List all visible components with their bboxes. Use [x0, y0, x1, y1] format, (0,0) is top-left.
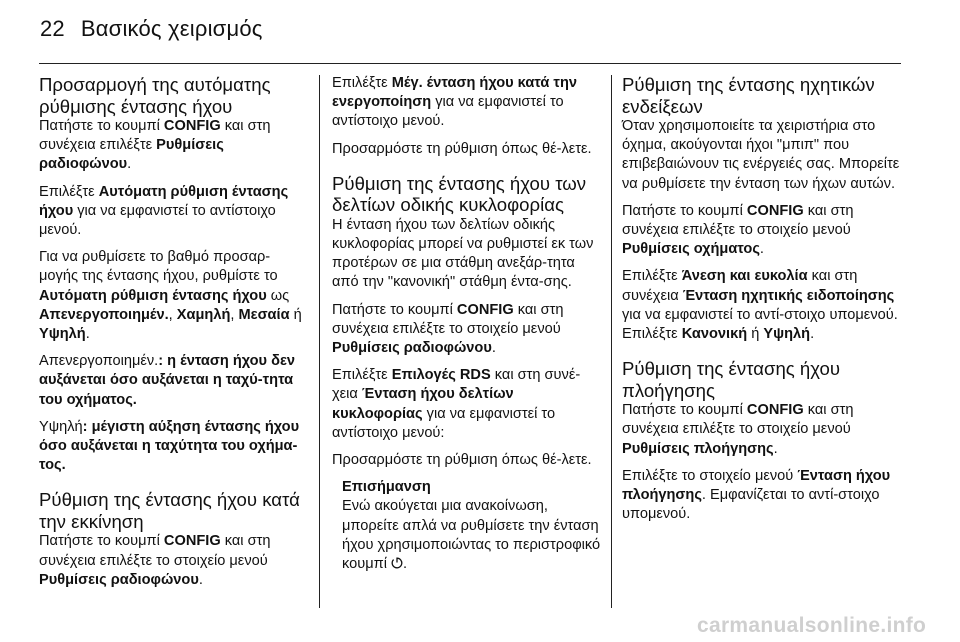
- text-run: και στη συνέχεια επιλέξτε το στοιχείο μενού: [622, 202, 854, 239]
- paragraph: [39, 352, 307, 410]
- menu-term: Ένταση ήχου πλοήγησης: [622, 467, 891, 504]
- paragraph: Προσαρμόστε τη ρύθμιση όπως θέ-λετε.: [332, 452, 592, 469]
- menu-term: Αυτόματη ρύθμιση έντασης ήχου: [39, 287, 267, 304]
- text-run: και στη συνέχεια: [622, 268, 858, 304]
- menu-term: Απενεργοποιημέν.: [39, 306, 169, 323]
- menu-term: Υψηλή: [763, 326, 811, 343]
- menu-term: CONFIG: [746, 202, 804, 219]
- rotary-knob-icon: [391, 557, 403, 569]
- column-divider: [611, 75, 612, 608]
- paragraph: [622, 202, 904, 260]
- menu-term: : μέγιστη αύξηση έντασης ήχου όσο αυξάνεται η ταχύτητα του οχήμα-τος.: [39, 418, 300, 474]
- text-run: . Εμφανίζεται το αντί-στοιχο υπομενού.: [622, 487, 880, 523]
- text-run: Απενεργοποιημέν.: [39, 353, 159, 370]
- paragraph: [332, 366, 603, 443]
- note-title: Επισήμανση: [342, 479, 431, 496]
- menu-term: Χαμηλή: [176, 306, 231, 323]
- menu-term: Ένταση ήχου δελτίων κυκλοφορίας: [332, 386, 514, 422]
- text-run: Πατήστε το κουμπί: [39, 118, 164, 134]
- text-run: ,: [230, 306, 239, 323]
- menu-term: Άνεση και ευκολία: [681, 268, 808, 285]
- text-run: .: [127, 156, 132, 173]
- menu-term: : η ένταση ήχου δεν αυξάνεται όσο αυξάνεται η ταχύ-τητα του οχήματος.: [39, 353, 295, 408]
- menu-term: Ρυθμίσεις ραδιοφώνου: [39, 137, 224, 173]
- menu-term: Αυτόματη ρύθμιση έντασης ήχου: [39, 183, 289, 219]
- column-3: [622, 74, 904, 532]
- text-run: για να εμφανιστεί το αντίστοιχο μενού.: [332, 94, 564, 130]
- paragraph: [39, 248, 307, 344]
- note-box: [332, 478, 603, 574]
- text-run: ή: [747, 326, 764, 343]
- text-run: και στη συνέ-χεια: [332, 367, 581, 403]
- menu-term: CONFIG: [163, 118, 221, 134]
- column-1: [39, 74, 307, 598]
- menu-term: Ρυθμίσεις ραδιοφώνου: [39, 571, 199, 588]
- menu-term: Μεσαία: [238, 306, 290, 323]
- text-run: Πατήστε το κουμπί: [39, 533, 164, 550]
- menu-term: Υψηλή: [39, 326, 86, 343]
- text-run: Επιλέξτε: [332, 75, 392, 91]
- section-heading: Ρύθμιση της έντασης ήχου των δελτίων οδικής κυκλοφορίας: [332, 172, 587, 216]
- text-run: Πατήστε το κουμπί: [622, 202, 747, 219]
- text-run: ,: [168, 306, 177, 323]
- menu-term: Ρυθμίσεις ραδιοφώνου: [332, 340, 492, 357]
- text-run: Για να ρυθμίσετε το βαθμό προσαρ-μογής της έντασης ήχου, ρυθμίστε το: [39, 249, 278, 285]
- text-run: και στη συνέχεια επιλέξτε το στοιχείο μενού: [39, 533, 271, 569]
- paragraph: Όταν χρησιμοποιείτε τα χειριστήρια στο όχημα, ακούγονται ήχοι "μπιπ" που επιβεβαιώνουν τις ενέργειές σας. Μπορείτε να ρυθμίσετε την ένταση των ήχων αυτών.: [622, 118, 900, 192]
- note-period: .: [403, 556, 408, 573]
- menu-term: Επιλογές RDS: [391, 367, 491, 384]
- text-run: και στη συνέχεια επιλέξτε το στοιχείο μενού: [332, 301, 564, 337]
- section-heading: Ρύθμιση της έντασης ήχου κατά την εκκίνηση: [39, 489, 300, 532]
- text-run: Επιλέξτε το στοιχείο μενού: [622, 467, 798, 484]
- paragraph: Η ένταση ήχου των δελτίων οδικής κυκλοφορίας μπορεί να ρυθμιστεί εκ των προτέρων σε μια στάθμη ανεξάρ-τητα από την "κανονική" στάθμη έντα-σης.: [332, 216, 594, 291]
- column-2: [332, 74, 603, 574]
- paragraph: [622, 267, 904, 344]
- text-run: Επιλέξτε: [332, 367, 392, 384]
- menu-term: CONFIG: [163, 533, 221, 550]
- text-run: .: [85, 326, 90, 343]
- menu-term: Ένταση ηχητικής ειδοποίησης: [682, 287, 895, 304]
- text-run: για να εμφανιστεί το αντίστοιχο μενού.: [39, 202, 276, 239]
- text-run: ως: [266, 287, 290, 304]
- paragraph: [622, 467, 904, 525]
- paragraph: Προσαρμόστε τη ρύθμιση όπως θέ-λετε.: [332, 140, 592, 157]
- paragraph: [622, 401, 904, 459]
- menu-term: Μέγ. ένταση ήχου κατά την ενεργοποίηση: [332, 75, 577, 111]
- menu-term: CONFIG: [746, 402, 804, 419]
- column-divider: [319, 75, 320, 608]
- text-run: .: [759, 241, 764, 258]
- text-run: Πατήστε το κουμπί: [332, 301, 457, 318]
- text-run: .: [773, 440, 778, 457]
- page-header: [40, 14, 263, 44]
- section-heading: Ρύθμιση της έντασης ηχητικών ενδείξεων: [622, 74, 875, 117]
- menu-term: Ρυθμίσεις οχήματος: [622, 241, 760, 258]
- text-run: και στη συνέχεια επιλέξτε: [39, 118, 271, 154]
- text-run: ή: [289, 306, 302, 323]
- text-run: .: [198, 571, 203, 588]
- menu-term: Ρυθμίσεις πλοήγησης: [622, 440, 774, 457]
- menu-term: Κανονική: [681, 326, 748, 343]
- text-run: για να εμφανιστεί το αντίστοιχο μενού:: [332, 405, 556, 441]
- paragraph: [332, 74, 603, 132]
- section-heading: Ρύθμιση της έντασης ήχου πλοήγησης: [622, 358, 841, 401]
- text-run: και στη συνέχεια επιλέξτε το στοιχείο μενού: [622, 402, 854, 438]
- paragraph: [39, 532, 307, 590]
- paragraph: [39, 117, 307, 175]
- section-heading: Προσαρμογή της αυτόματης ρύθμισης έντασης ήχου: [39, 74, 271, 117]
- header-rule: [39, 63, 901, 64]
- menu-term: CONFIG: [456, 301, 514, 318]
- text-run: Πατήστε το κουμπί: [622, 402, 747, 419]
- note-text: Ενώ ακούγεται μια ανακοίνωση, μπορείτε απλά να ρυθμίσετε την ένταση ήχου χρησιμοποιώντας το περιστροφικό κουμπί: [342, 498, 601, 573]
- text-run: Επιλέξτε: [39, 183, 99, 200]
- paragraph: [332, 301, 603, 359]
- text-run: Επιλέξτε: [622, 268, 682, 285]
- text-run: Υψηλή: [39, 418, 83, 435]
- page-title: Βασικός χειρισμός: [80, 16, 263, 41]
- paragraph: [39, 183, 307, 241]
- text-run: .: [491, 340, 496, 357]
- paragraph: [39, 418, 307, 476]
- page-number: 22: [40, 16, 65, 41]
- watermark: carmanualsonline.info: [697, 614, 927, 637]
- text-run: για να εμφανιστεί το αντί-στοιχο υπομενού. Επιλέξτε: [622, 306, 898, 343]
- text-run: .: [810, 326, 815, 343]
